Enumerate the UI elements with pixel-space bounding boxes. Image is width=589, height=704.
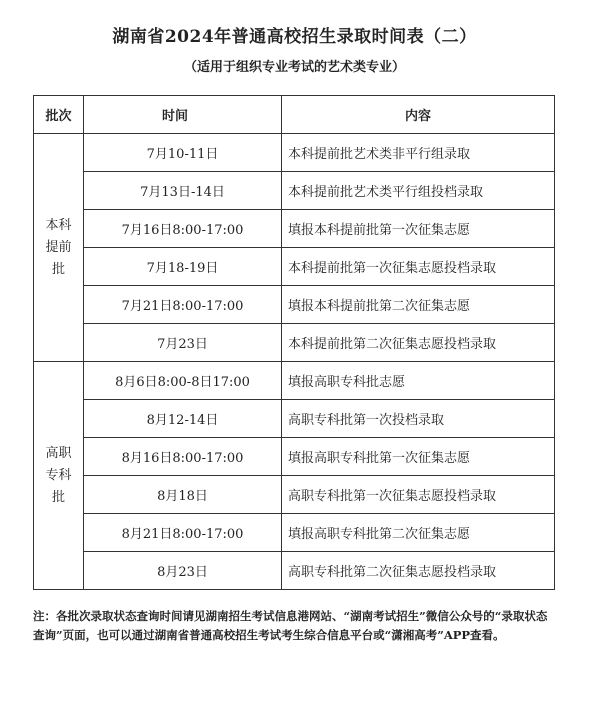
content-cell: 本科提前批第一次征集志愿投档录取	[282, 248, 555, 286]
time-cell: 8月16日8:00-17:00	[84, 438, 282, 476]
batch-label: 高职 专科 批	[45, 445, 72, 505]
table-header-row	[34, 96, 555, 134]
admission-schedule-table	[33, 95, 555, 590]
content-cell: 填报本科提前批第一次征集志愿	[282, 210, 555, 248]
time-cell: 7月13日-14日	[84, 172, 282, 210]
content-cell: 本科提前批艺术类平行组投档录取	[282, 172, 555, 210]
content-cell: 本科提前批第二次征集志愿投档录取	[282, 324, 555, 362]
page-title: 湖南省2024年普通高校招生录取时间表（二）	[112, 27, 477, 47]
table-row	[34, 400, 555, 438]
table-row	[34, 476, 555, 514]
table-row	[34, 324, 555, 362]
time-cell: 8月23日	[84, 552, 282, 590]
time-cell: 7月16日8:00-17:00	[84, 210, 282, 248]
table-row	[34, 286, 555, 324]
table-row	[34, 134, 555, 172]
table-row	[34, 552, 555, 590]
time-cell: 7月21日8:00-17:00	[84, 286, 282, 324]
footnote: 注：各批次录取状态查询时间请见湖南招生考试信息港网站、“湖南考试招生”微信公众号的“录取状态查询”页面，也可以通过湖南省普通高校招生考试考生综合信息平台或“潇湘高考”APP查看。	[33, 609, 548, 642]
content-cell: 填报高职专科批第一次征集志愿	[282, 438, 555, 476]
content-cell: 填报高职专科批第二次征集志愿	[282, 514, 555, 552]
header-time: 时间	[84, 96, 282, 134]
content-cell: 高职专科批第一次投档录取	[282, 400, 555, 438]
table-row	[34, 210, 555, 248]
time-cell: 7月18-19日	[84, 248, 282, 286]
header-content: 内容	[282, 96, 555, 134]
page-subtitle: （适用于组织专业考试的艺术类专业）	[183, 60, 405, 75]
table-row	[34, 248, 555, 286]
batch-cell-undergraduate-early	[34, 134, 84, 362]
header-batch: 批次	[34, 96, 84, 134]
content-cell: 高职专科批第二次征集志愿投档录取	[282, 552, 555, 590]
content-cell: 本科提前批艺术类非平行组录取	[282, 134, 555, 172]
table-row	[34, 172, 555, 210]
batch-cell-vocational	[34, 362, 84, 590]
content-cell: 填报高职专科批志愿	[282, 362, 555, 400]
time-cell: 8月12-14日	[84, 400, 282, 438]
batch-label: 本科 提前 批	[45, 217, 72, 277]
time-cell: 8月21日8:00-17:00	[84, 514, 282, 552]
table-row	[34, 362, 555, 400]
time-cell: 7月23日	[84, 324, 282, 362]
time-cell: 7月10-11日	[84, 134, 282, 172]
time-cell: 8月18日	[84, 476, 282, 514]
table-row	[34, 438, 555, 476]
table-row	[34, 514, 555, 552]
content-cell: 高职专科批第一次征集志愿投档录取	[282, 476, 555, 514]
time-cell: 8月6日8:00-8日17:00	[84, 362, 282, 400]
content-cell: 填报本科提前批第二次征集志愿	[282, 286, 555, 324]
